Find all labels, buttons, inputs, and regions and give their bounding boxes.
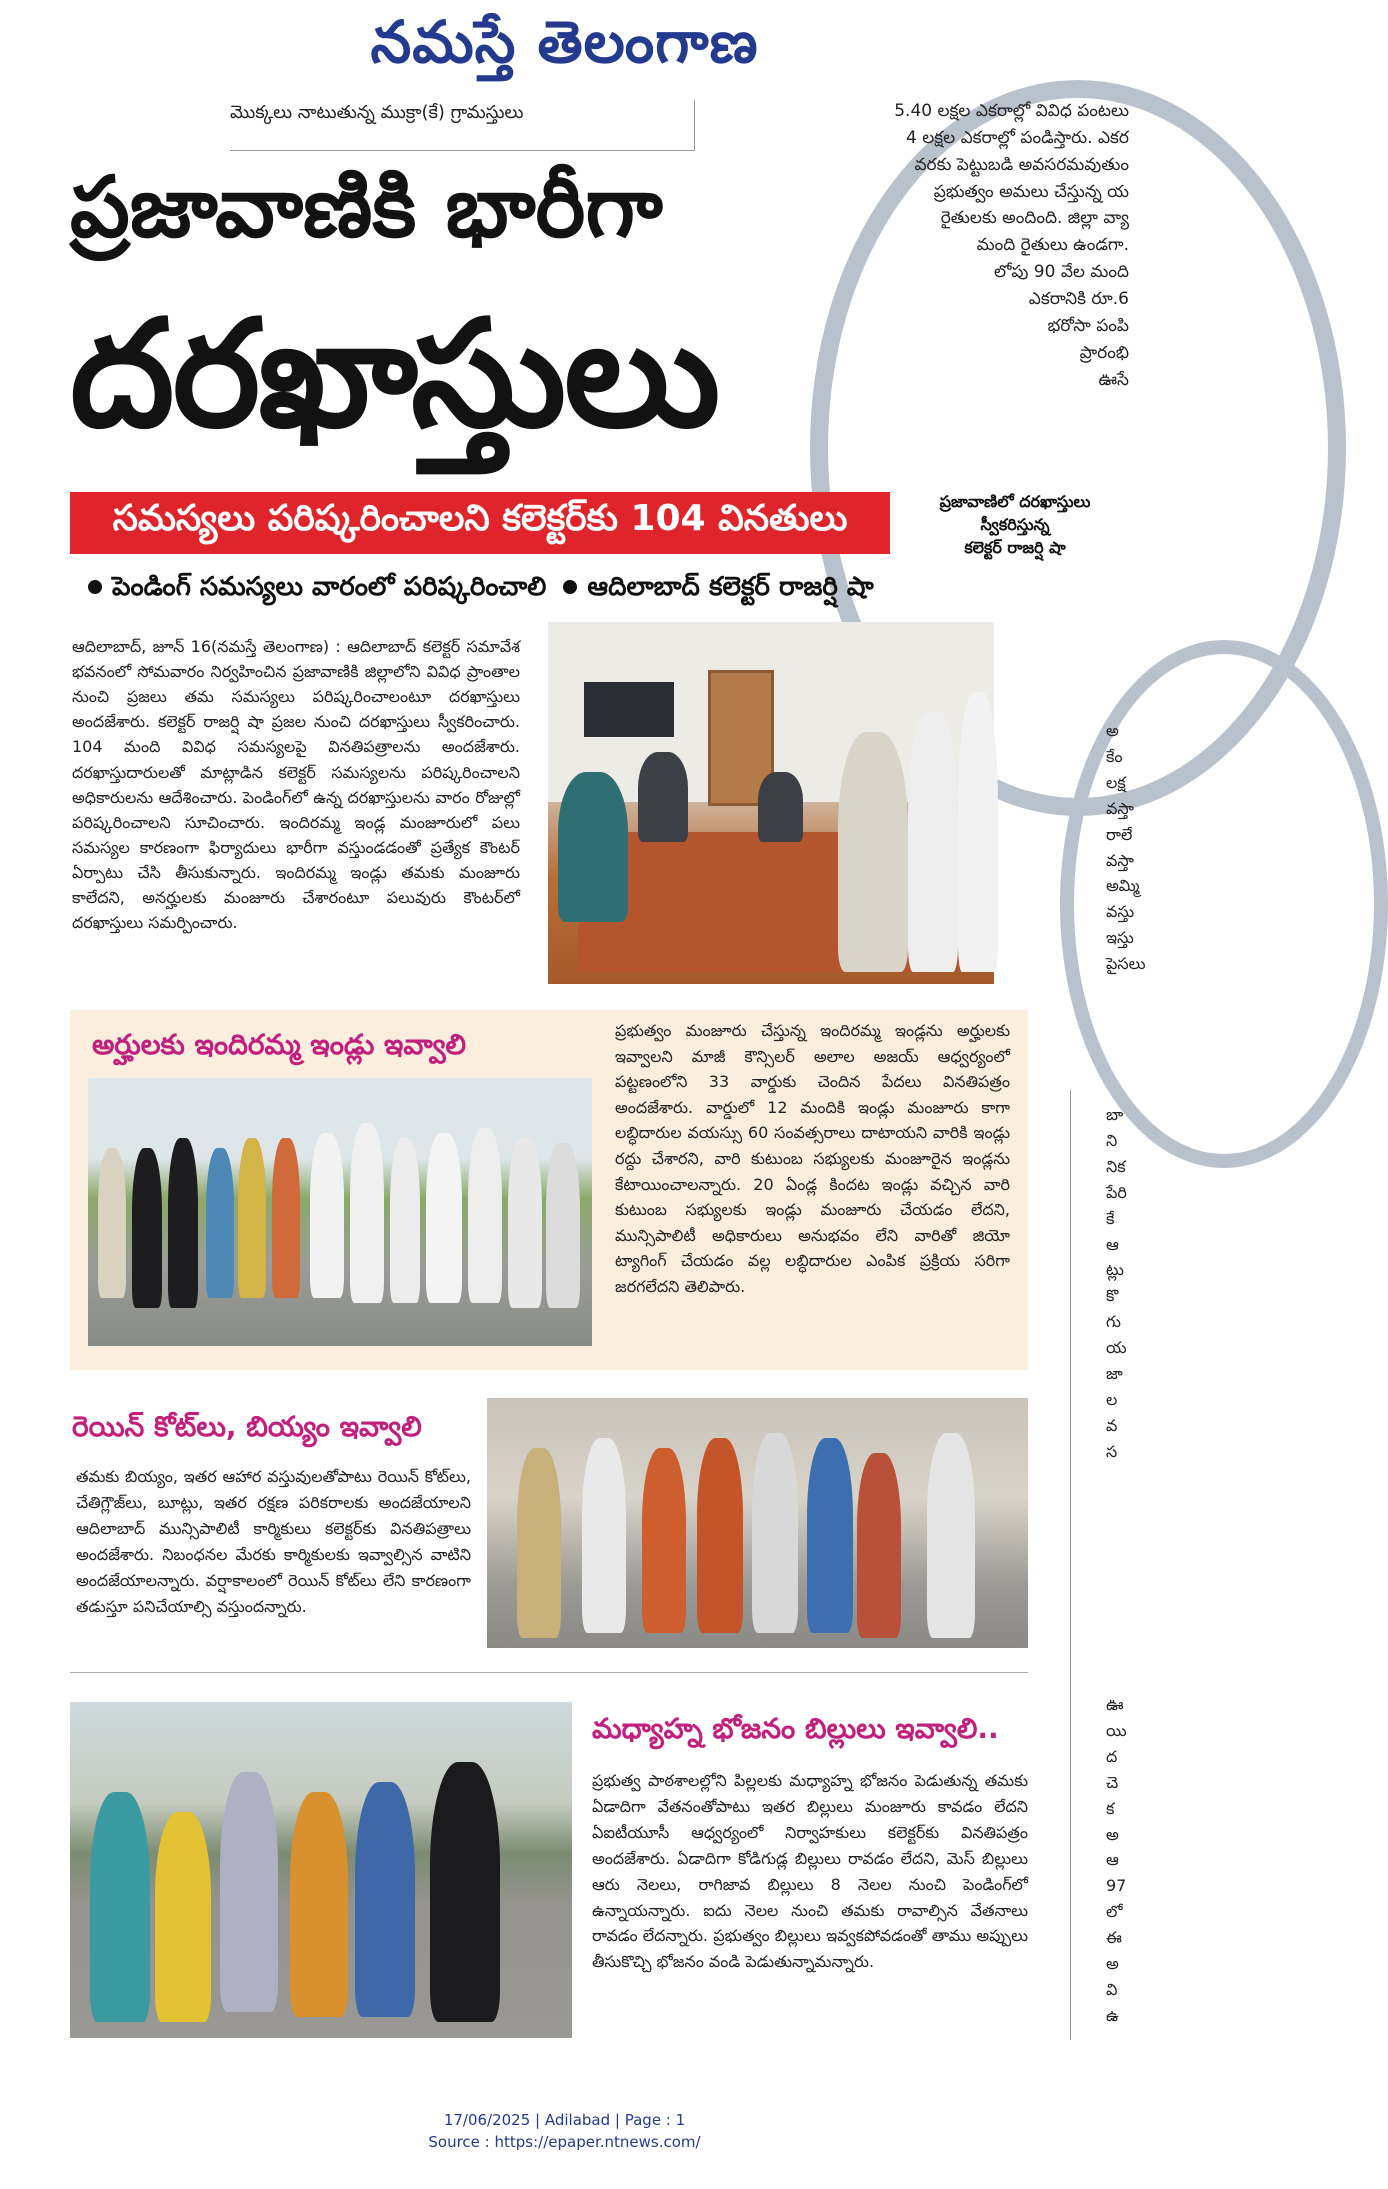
edge-fragment: ల [1106, 1389, 1118, 1409]
edge-fragment: అ [1106, 1824, 1119, 1844]
edge-fragment: వస్తు [1106, 902, 1135, 922]
side-line: ఎకరానికి రూ.6 [1028, 289, 1129, 310]
story-2-title: అర్హులకు ఇందిరమ్మ ఇండ్లు ఇవ్వాలి [92, 1028, 467, 1061]
story-2-body: ప్రభుత్వం మంజూరు చేస్తున్న ఇందిరమ్మ ఇండ్లను అర్హులకు ఇవ్వాలని మాజీ కౌన్సిలర్ అలాల అజయ్ ఆధ్వర్యంలో పట్టణంలోని 33 వార్డుకు చెందిన పేదలు వినతిపత్రం అందజేశారు. వార్డులో 12 మందికి ఇండ్లు మంజూరు కాగా లబ్ధిదారుల వయస్సు 60 సంవత్సరాలు దాటాయని వారికి ఇండ్లు రద్దు చేశారని, వారి కుటుంబ సభ్యులకు మంజూరైన ఇండ్లను కేటాయించాలన్నారు. 20 ఏండ్ల కిందట ఇండ్లు వచ్చిన వారి కుటుంబ సభ్యులకు ఇండ్లు మంజూరు చేయడం లేదని, మున్సిపాలిటీ అధికారులు అనుభవం లేని వారితో జియో ట్యాగింగ్ చేయడం వల్ల లబ్ధిదారుల ఎంపిక ప్రక్రియ సరిగా జరగలేదని తెలిపారు. [615, 1021, 1010, 1296]
edge-fragment: ఆ [1106, 1234, 1119, 1254]
edge-fragment: కేం [1106, 746, 1123, 766]
side-line: ప్రారంభి [1079, 342, 1129, 363]
side-line: మంది రైతులు ఉండగా. [976, 235, 1129, 256]
edge-fragment: వస్తా [1106, 850, 1134, 870]
edge-fragment: ద [1106, 1746, 1118, 1766]
edge-fragment: రాలే [1106, 824, 1133, 844]
bullet-text: ఆదిలాబాద్ కలెక్టర్ రాజర్షి షా [587, 572, 874, 602]
edge-fragment: ఇస్తు [1106, 928, 1134, 948]
kicker-text: మొక్కలు నాటుతున్న ముక్రా(కే) గ్రామస్తులు [230, 102, 524, 123]
footer-date-line: 17/06/2025 | Adilabad | Page : 1 [443, 2111, 686, 2129]
page-footer [0, 2110, 1129, 2154]
story-3-body: తమకు బియ్యం, ఇతర ఆహార వస్తువులతోపాటు రెయిన్ కోట్‌లు, చేతిగ్లౌజ్‌లు, బూట్లు, ఇతర రక్షణ పరికరాలకు అందజేయాలని ఆదిలాబాద్ మున్సిపాలిటీ కార్మికులు కలెక్టర్‌కు వినతిపత్రాలు అందజేశారు. నిబంధనల మేరకు కార్మికులకు ఇవ్వాల్సిన వాటిని అందజేయాలన్నారు. వర్షాకాలంలో రెయిన్ కోట్‌లు లేని కారణంగా తడుస్తూ పనిచేయాల్సి వస్తుందన్నారు. [76, 1467, 471, 1616]
edge-fragment: ని [1106, 1130, 1118, 1150]
footer-source-link[interactable]: Source : https://epaper.ntnews.com/ [428, 2132, 701, 2151]
edge-fragment: చె [1106, 1772, 1119, 1792]
edge-fragment: వస్తా [1106, 798, 1134, 818]
section-divider [70, 1672, 1028, 1673]
edge-fragment: ఆ [1106, 1850, 1119, 1870]
headline-line-2: దరఖాస్తులు [70, 288, 719, 460]
edge-fragment: స [1106, 1441, 1118, 1461]
kicker-divider [230, 150, 695, 151]
subhead-bar: సమస్యలు పరిష్కరించాలని కలెక్టర్‌కు 104 వినతులు [70, 492, 890, 554]
edge-fragment: ఉ [1106, 2005, 1119, 2025]
edge-fragment: బా [1106, 1105, 1124, 1124]
side-line: వరకు పెట్టుబడి అవసరమవుతుం [914, 154, 1129, 175]
side-line: 5.40 లక్షల ఎకరాల్లో వివిధ పంటలు [894, 101, 1129, 121]
bullet-icon [88, 580, 102, 594]
side-line: ప్రభుత్వం అమలు చేస్తున్న య [933, 181, 1129, 202]
edge-fragment: పైసలు [1106, 954, 1146, 974]
person [908, 712, 958, 972]
tv-screen [584, 682, 674, 737]
edge-fragment: ఊ [1106, 1695, 1124, 1714]
edge-fragment: లక్ష [1106, 772, 1126, 792]
indiramma-protest-photo [88, 1078, 592, 1346]
caption-line: కలెక్టర్ రాజర్షి షా [964, 538, 1066, 558]
edge-fragment: లో [1106, 1902, 1123, 1922]
person [758, 772, 803, 842]
photo-caption [925, 490, 1105, 560]
side-line: లోపు 90 వేల మంది [993, 262, 1129, 283]
masthead-logo: నమస్తే తెలంగాణ [370, 8, 759, 76]
bullet-text: పెండింగ్ సమస్యలు వారంలో పరిష్కరించాలి [112, 572, 547, 602]
side-line: భరోసా పంపి [1047, 315, 1129, 336]
story-4-title: మధ్యాహ్న భోజనం బిల్లులు ఇవ్వాలి.. [592, 1712, 999, 1745]
side-line: రైతులకు అందింది. జిల్లా వ్యా [940, 208, 1129, 229]
edge-fragment: ఈ [1106, 1928, 1122, 1948]
kicker-divider-vertical [694, 100, 695, 150]
main-story-body: ఆదిలాబాద్, జూన్ 16(నమస్తే తెలంగాణ) : ఆదిలాబాద్ కలెక్టర్ సమావేశ భవనంలో సోమవారం నిర్వహించిన ప్రజావాణికి జిల్లాలోని వివిధ ప్రాంతాల నుంచి ప్రజలు తమ సమస్యలు పరిష్కరించాలంటూ దరఖాస్తులు అందజేశారు. కలెక్టర్ రాజర్షి షా ప్రజల నుంచి దరఖాస్తులు స్వీకరించారు. 104 మంది వివిధ సమస్యలపై వినతిపత్రాలను అందజేశారు. దరఖాస్తుదారులతో మాట్లాడిన కలెక్టర్ సమస్యలను పరిష్కరించాలని అధికారులను ఆదేశించారు. పెండింగ్‌లో ఉన్న దరఖాస్తులను వారం రోజుల్లో పరిష్కరించాలని సూచించారు. ఇందిరమ్మ ఇండ్ల మంజూరులో పలు సమస్యల కారణంగా ఫిర్యాదులు భారీగా వస్తుండడంతో ప్రత్యేక కౌంటర్ ఏర్పాటు చేసి తీసుకున్నారు. ఇందిరమ్మ ఇండ్లు తమకు మంజూరు కాలేదని, అనర్హులకు మంజూరు చేశారంటూ పలువురు కౌంటర్‌లో దరఖాస్తులు సమర్పించారు. [72, 637, 520, 933]
edge-fragment: జా [1106, 1364, 1123, 1384]
right-edge-column [1106, 1692, 1129, 2029]
edge-fragment: పేరి [1106, 1182, 1127, 1202]
caption-line: స్వీకరిస్తున్న [980, 515, 1050, 535]
edge-fragment: కొ [1106, 1286, 1119, 1306]
midday-meal-workers-photo [70, 1702, 572, 2038]
edge-fragment: క [1106, 1798, 1115, 1818]
headline-line-1: ప్రజావాణికి భారీగా [70, 158, 663, 256]
edge-fragment: యి [1106, 1720, 1127, 1740]
side-column-story [870, 98, 1129, 393]
edge-fragment: నిక [1106, 1156, 1126, 1176]
edge-fragment: య [1106, 1338, 1127, 1358]
person [558, 772, 628, 922]
edge-fragment: కే [1106, 1208, 1115, 1228]
edge-fragment: ట్లు [1106, 1260, 1124, 1280]
story-4-body: ప్రభుత్వ పాఠశాలల్లోని పిల్లలకు మధ్యాహ్న భోజనం పెడుతున్న తమకు ఏడాదిగా వేతనంతోపాటు ఇతర బిల్లులు మంజూరు కావడం లేదని ఏఐటీయూసీ ఆధ్వర్యంలో నిర్వాహకులు కలెక్టర్‌కు వినతిపత్రం అందజేశారు. ఏడాదిగా కోడిగుడ్ల బిల్లులు రావడం లేదని, మెస్ బిల్లులు ఆరు నెలలు, రాగిజావ బిల్లులు 8 నెలల నుంచి పెండింగ్‌లో ఉన్నాయన్నారు. ఐదు నెలల నుంచి తమకు రావాల్సిన వేతనాలు రావడం లేదన్నారు. ప్రభుత్వం బిల్లులు ఇవ్వకపోవడంతో తాము అప్పులు తీసుకొచ్చి భోజనం వండి పెడుతున్నామన్నారు. [592, 1771, 1028, 1972]
edge-fragment: వ [1106, 1415, 1118, 1435]
caption-line: ప్రజావాణిలో దరఖాస్తులు [939, 492, 1091, 511]
column-divider [1070, 1090, 1071, 2040]
edge-fragment: గు [1106, 1312, 1121, 1332]
edge-fragment: 97 [1106, 1876, 1127, 1896]
story-3-title: రెయిన్ కోట్‌లు, బియ్యం ఇవ్వాలి [72, 1410, 422, 1443]
bullet-icon [563, 580, 577, 594]
edge-fragment: వి [1106, 1979, 1118, 1999]
side-line: ఊసే [1098, 369, 1129, 390]
side-line: 4 లక్షల ఎకరాల్లో పండిస్తారు. ఎకర [905, 127, 1129, 148]
right-edge-column [1106, 718, 1146, 977]
edge-fragment: అ [1106, 721, 1119, 740]
edge-fragment: అమ్మి [1106, 876, 1140, 896]
person [838, 732, 908, 972]
edge-fragment: అ [1106, 1954, 1119, 1974]
bullet-points [80, 572, 874, 608]
workers-protest-photo [487, 1398, 1028, 1648]
person [638, 752, 688, 842]
right-edge-column [1106, 1102, 1129, 1465]
person [958, 692, 998, 972]
collector-meeting-photo [548, 622, 994, 984]
